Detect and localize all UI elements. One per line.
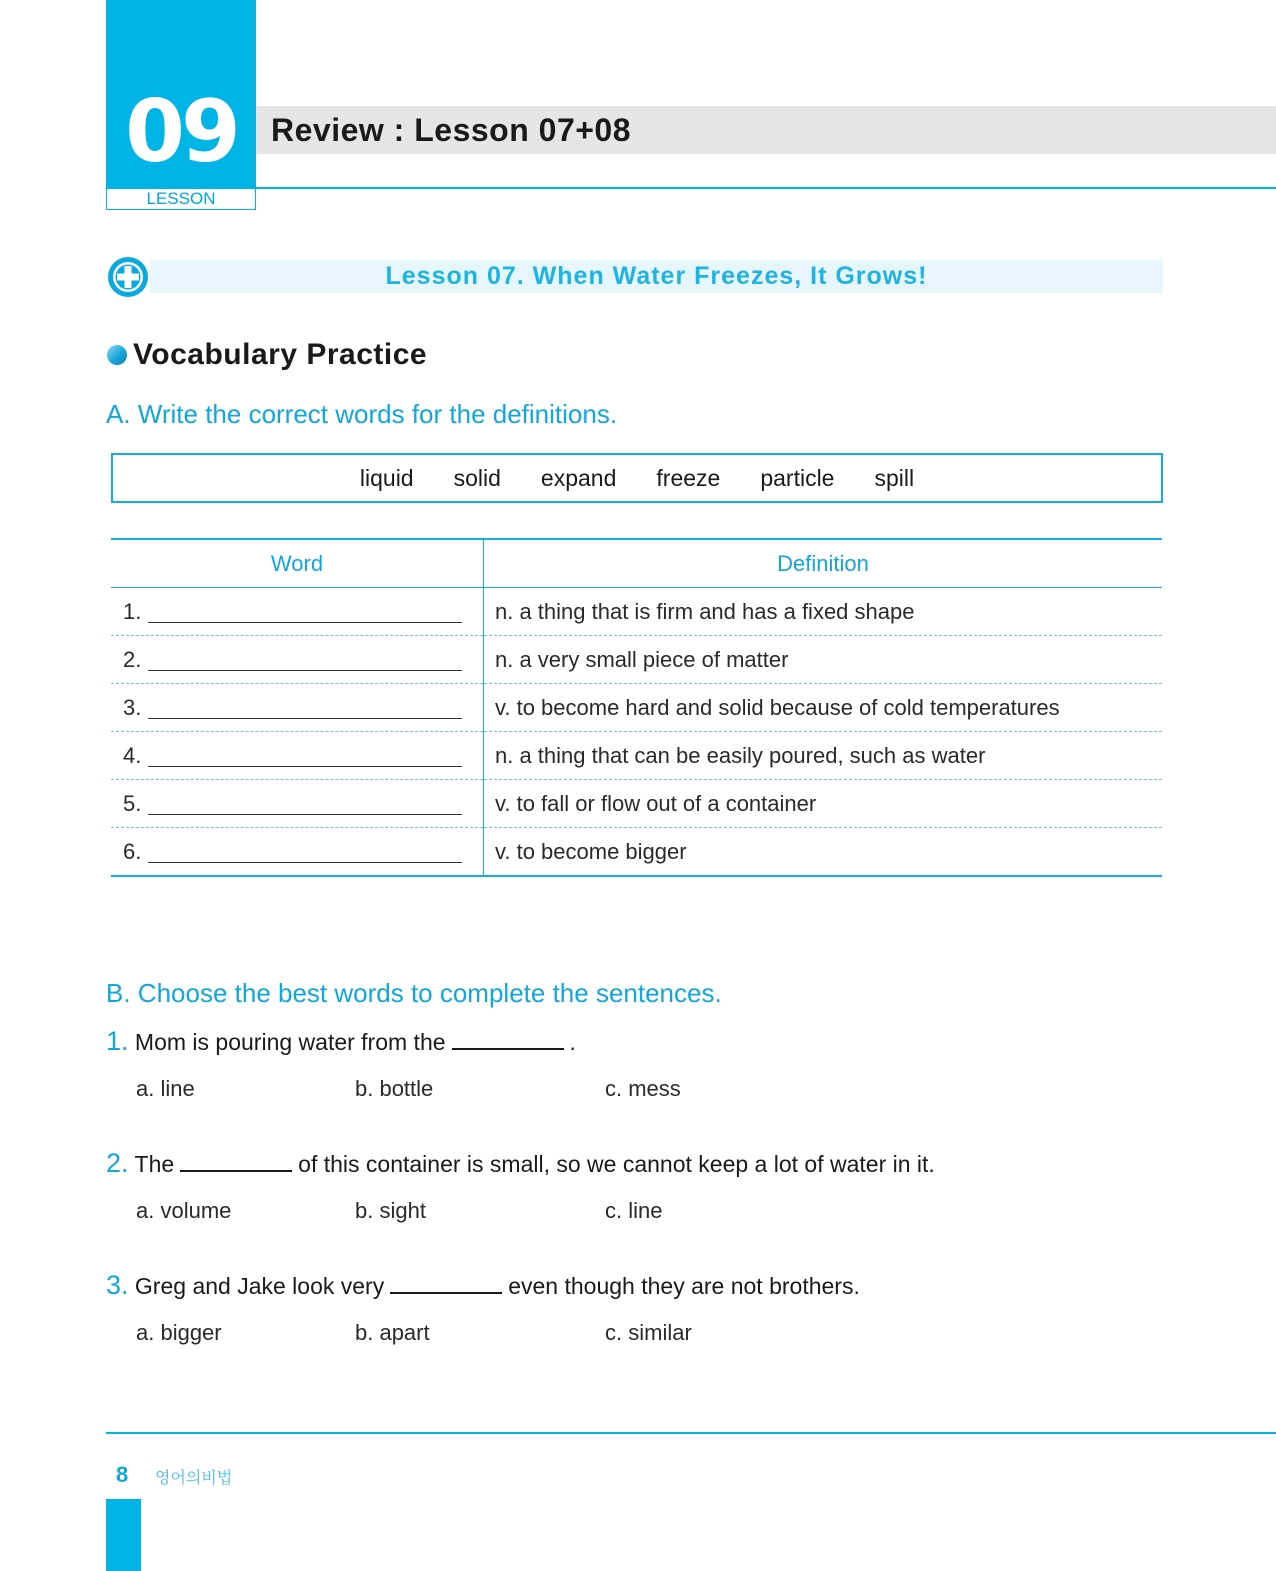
answer-blank[interactable] bbox=[148, 698, 462, 719]
question-number: 3. bbox=[106, 1270, 129, 1300]
answer-blank[interactable] bbox=[148, 746, 462, 767]
word-cell bbox=[111, 588, 484, 636]
word-cell bbox=[111, 780, 484, 828]
answer-blank[interactable] bbox=[148, 650, 462, 671]
answer-blank[interactable] bbox=[148, 602, 462, 623]
part-a-instruction: A. Write the correct words for the definitions. bbox=[106, 399, 618, 429]
section-title: Vocabulary Practice bbox=[133, 338, 428, 371]
word-cell bbox=[111, 732, 484, 780]
word-bank-item: spill bbox=[874, 464, 915, 491]
question-text: Greg and Jake look very bbox=[134, 1273, 385, 1299]
word-cell bbox=[111, 636, 484, 684]
question-number: 2. bbox=[106, 1148, 129, 1178]
table-row bbox=[111, 684, 1162, 732]
table-row bbox=[111, 780, 1162, 828]
lesson-tag: LESSON bbox=[106, 189, 256, 210]
column-header-word: Word bbox=[111, 539, 484, 588]
part-b-instruction: B. Choose the best words to complete the sentences. bbox=[106, 978, 722, 1008]
answer-blank[interactable] bbox=[148, 842, 462, 863]
word-bank-item: particle bbox=[760, 464, 835, 491]
page-number: 8 bbox=[116, 1462, 129, 1487]
option[interactable]: a. bigger bbox=[136, 1320, 222, 1345]
item-number: 1. bbox=[123, 598, 142, 624]
option[interactable]: a. line bbox=[136, 1076, 195, 1101]
item-number: 2. bbox=[123, 646, 142, 672]
definitions-table bbox=[111, 538, 1162, 877]
definition-cell: v. to become bigger bbox=[484, 828, 1163, 877]
bullet-icon bbox=[107, 345, 127, 365]
question-text: . bbox=[569, 1029, 576, 1055]
question-text: The bbox=[134, 1151, 175, 1177]
word-cell bbox=[111, 684, 484, 732]
footer-divider bbox=[106, 1432, 1276, 1434]
lesson-number: 09 bbox=[125, 82, 237, 182]
definition-cell: n. a thing that is firm and has a fixed shape bbox=[484, 588, 1163, 636]
column-header-definition: Definition bbox=[484, 539, 1163, 588]
item-number: 5. bbox=[123, 790, 142, 816]
lesson-banner-title: Lesson 07. When Water Freezes, It Grows! bbox=[385, 262, 928, 290]
table-row bbox=[111, 636, 1162, 684]
question bbox=[106, 1147, 935, 1180]
answer-blank[interactable] bbox=[148, 794, 462, 815]
option[interactable]: c. similar bbox=[605, 1320, 692, 1345]
option[interactable]: b. apart bbox=[355, 1320, 430, 1345]
question-text: even though they are not brothers. bbox=[508, 1273, 860, 1299]
item-number: 3. bbox=[123, 694, 142, 720]
definition-cell: v. to fall or flow out of a container bbox=[484, 780, 1163, 828]
question-number: 1. bbox=[106, 1026, 129, 1056]
definition-cell: v. to become hard and solid because of cold temperatures bbox=[484, 684, 1163, 732]
word-bank bbox=[111, 453, 1163, 503]
item-number: 6. bbox=[123, 838, 142, 864]
word-bank-item: expand bbox=[540, 464, 617, 491]
word-cell bbox=[111, 828, 484, 877]
question-blank[interactable] bbox=[180, 1152, 292, 1172]
table-row bbox=[111, 828, 1162, 877]
question-blank[interactable] bbox=[390, 1274, 502, 1294]
question bbox=[106, 1025, 576, 1058]
question bbox=[106, 1269, 860, 1302]
footer-tab bbox=[106, 1499, 141, 1571]
option[interactable]: c. mess bbox=[605, 1076, 681, 1101]
definition-cell: n. a very small piece of matter bbox=[484, 636, 1163, 684]
word-bank-item: freeze bbox=[656, 464, 721, 491]
page-title: Review : Lesson 07+08 bbox=[271, 112, 632, 148]
option[interactable]: b. bottle bbox=[355, 1076, 434, 1101]
table-row bbox=[111, 732, 1162, 780]
plus-circle-icon bbox=[107, 256, 149, 298]
option[interactable]: b. sight bbox=[355, 1198, 426, 1223]
word-bank-item: solid bbox=[453, 464, 501, 491]
item-number: 4. bbox=[123, 742, 142, 768]
definition-cell: n. a thing that can be easily poured, such as water bbox=[484, 732, 1163, 780]
option[interactable]: c. line bbox=[605, 1198, 663, 1223]
header-divider bbox=[256, 187, 1276, 189]
table-row bbox=[111, 588, 1162, 636]
question-text: Mom is pouring water from the bbox=[134, 1029, 446, 1055]
question-text: of this container is small, so we cannot keep a lot of water in it. bbox=[298, 1151, 935, 1177]
question-blank[interactable] bbox=[452, 1030, 564, 1050]
word-bank-item: liquid bbox=[359, 464, 414, 491]
book-title: 영어의비법 bbox=[155, 1470, 233, 1487]
option[interactable]: a. volume bbox=[136, 1198, 232, 1223]
